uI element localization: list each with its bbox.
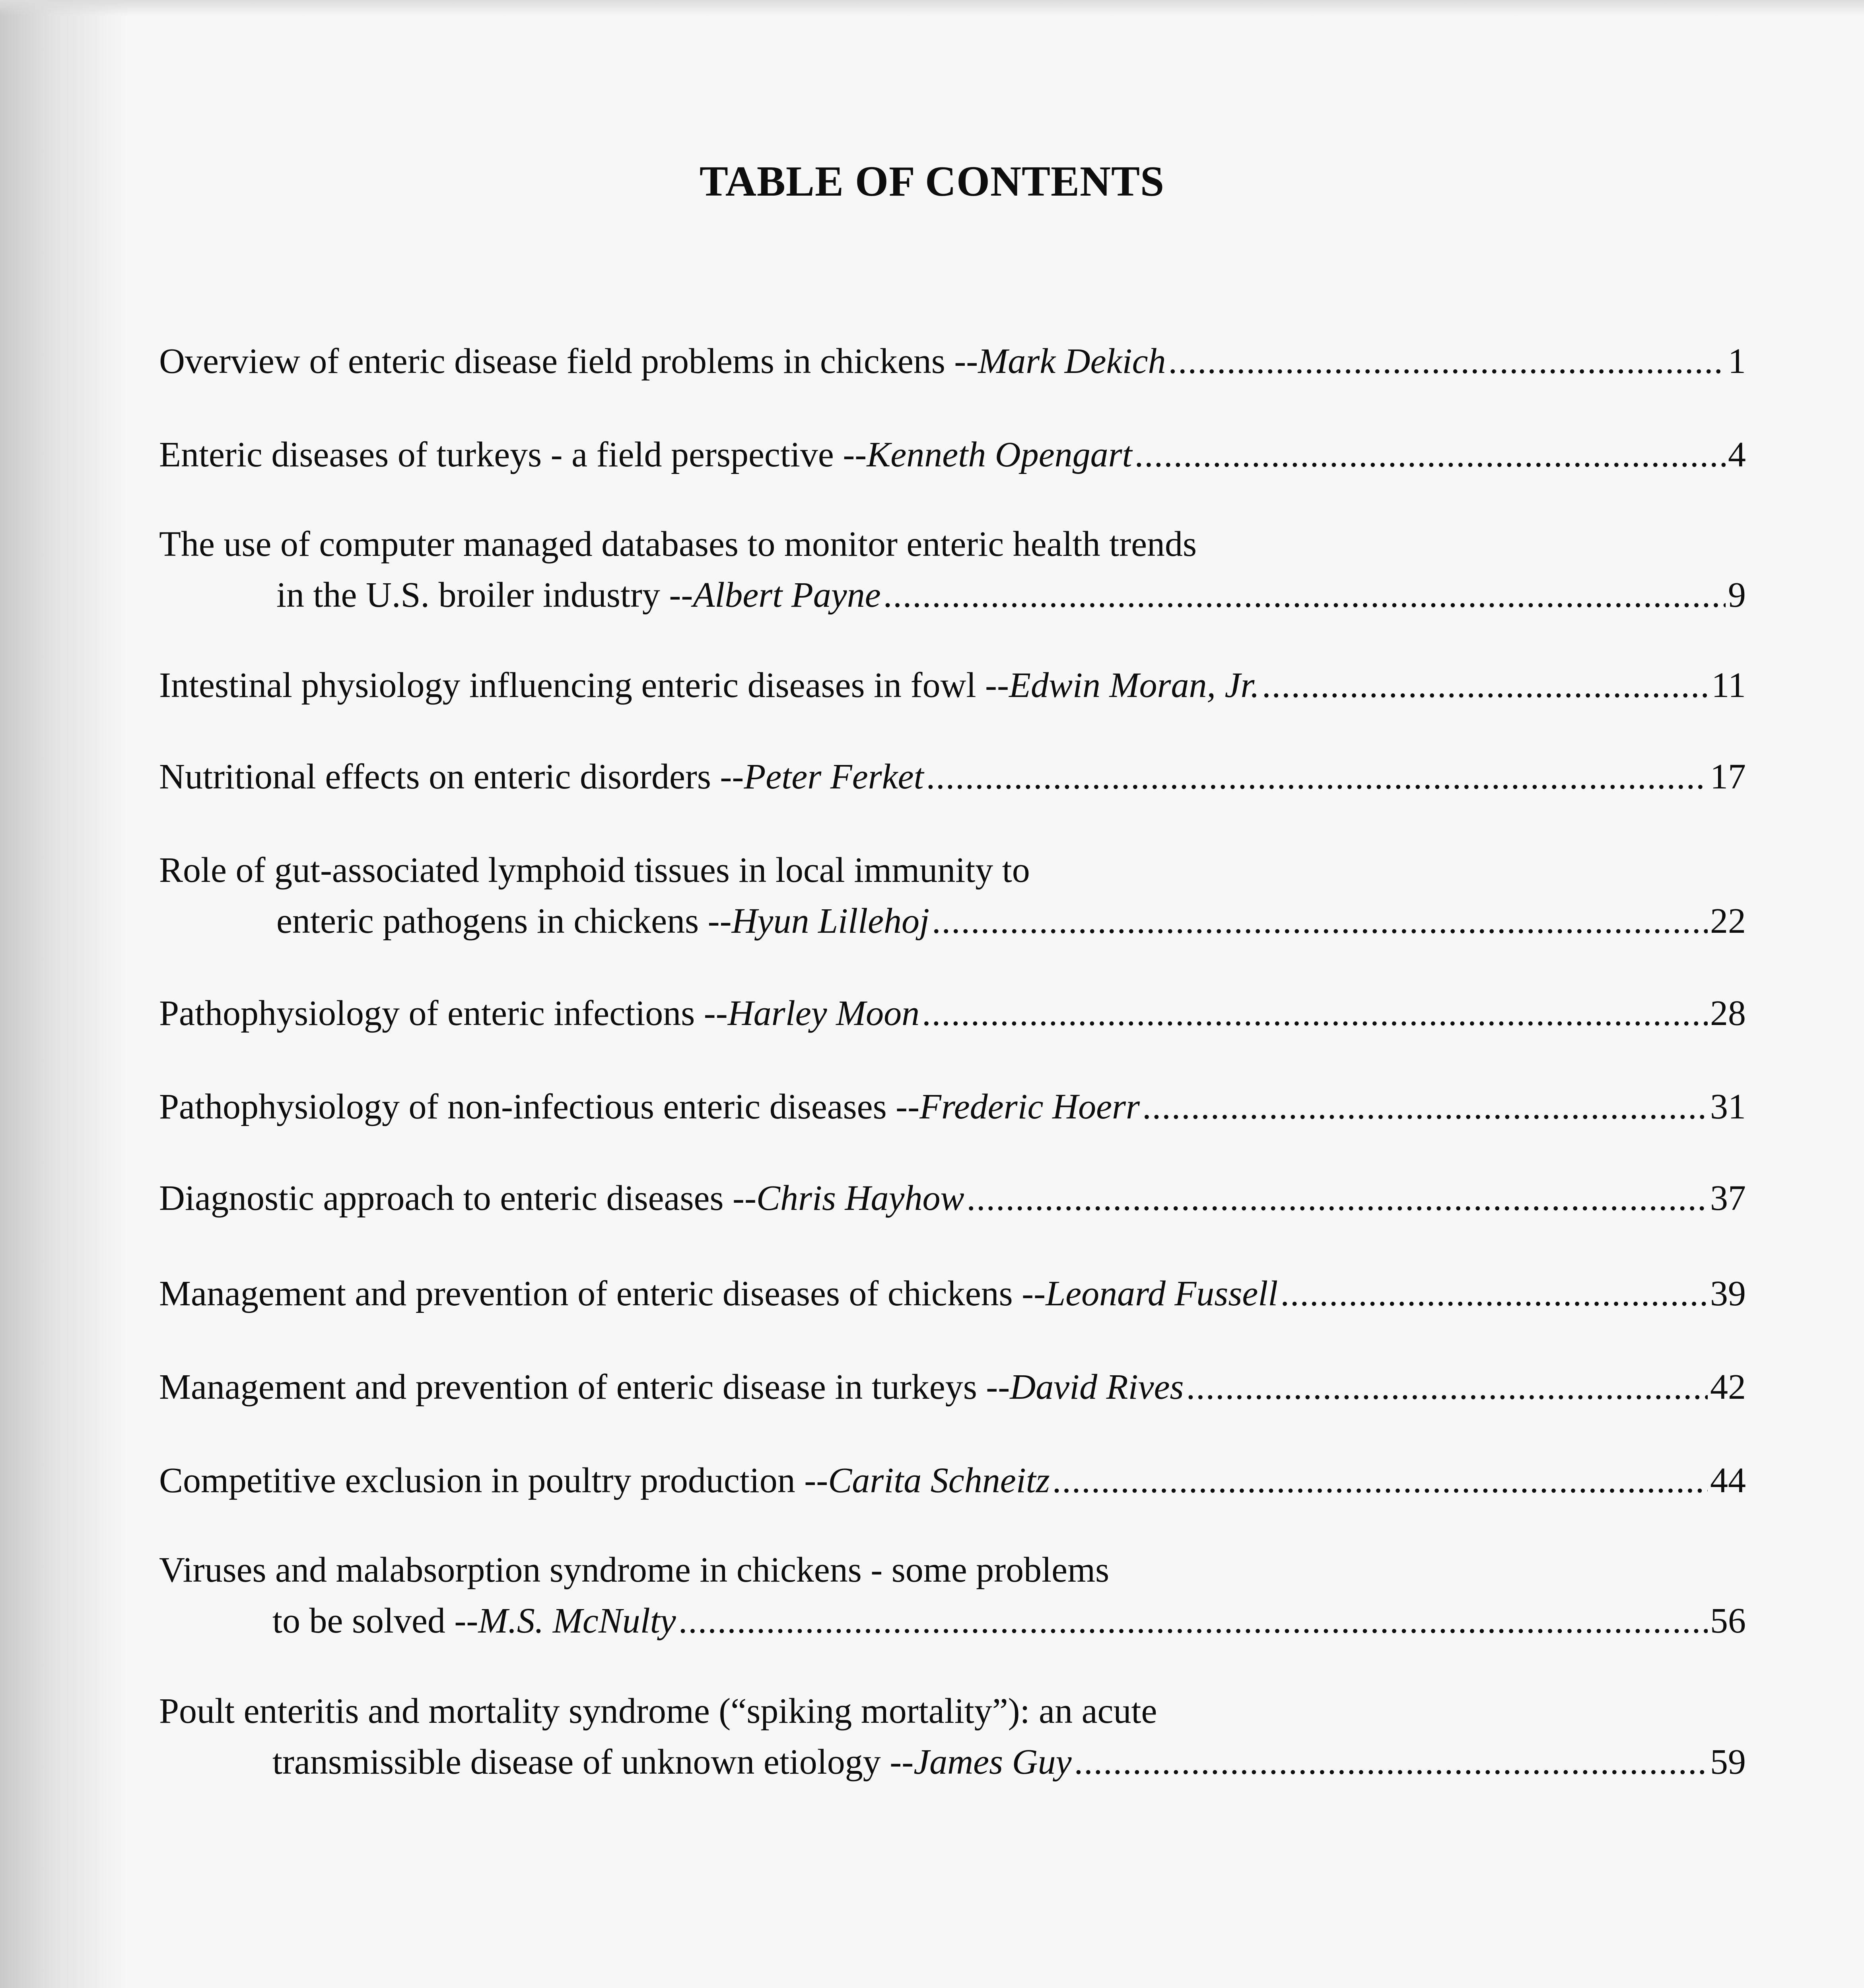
- toc-entry-title: Management and prevention of enteric diseases of chickens --: [159, 1274, 1046, 1313]
- toc-entry-title: Overview of enteric disease field problems in chickens --: [159, 342, 978, 381]
- toc-entry-title: Enteric diseases of turkeys - a field perspective --: [159, 435, 867, 474]
- toc-entry-page: 56: [1710, 1601, 1746, 1640]
- toc-line: [159, 753, 1746, 800]
- toc-entry-title: enteric pathogens in chickens --: [276, 901, 732, 941]
- toc-entry-title: Pathophysiology of enteric infections --: [159, 994, 728, 1033]
- dot-leader: [883, 572, 1726, 619]
- toc-entry-author: Frederic Hoerr: [919, 1087, 1140, 1126]
- toc-entry-page: 44: [1710, 1461, 1746, 1500]
- toc-line: [159, 1083, 1746, 1130]
- toc-entry-title: Pathophysiology of non-infectious enteric diseases --: [159, 1087, 920, 1126]
- toc-entry: [159, 1364, 1746, 1411]
- dot-leader: [1074, 1739, 1708, 1786]
- toc-entry-page: 37: [1710, 1178, 1746, 1218]
- dot-leader: [1262, 662, 1709, 709]
- dot-leader: [1280, 1270, 1708, 1317]
- toc-entry: [159, 990, 1746, 1037]
- toc-entry-page: 39: [1710, 1274, 1746, 1313]
- toc-entry-author: M.S. McNulty: [478, 1601, 676, 1640]
- toc-entry: [159, 753, 1746, 800]
- toc-line: [159, 338, 1746, 385]
- toc-entry: [159, 662, 1746, 709]
- toc-entry-author: Harley Moon: [727, 994, 920, 1033]
- toc-entry-title-line1: Poult enteritis and mortality syndrome (“spiking mortality”): an acute: [159, 1691, 1157, 1731]
- dot-leader: [1168, 338, 1726, 385]
- toc-entry-title-line1: Role of gut-associated lymphoid tissues in local immunity to: [159, 850, 1030, 890]
- toc-entry-title: in the U.S. broiler industry --: [276, 575, 693, 615]
- dot-leader: [966, 1175, 1708, 1222]
- binding-shadow: [0, 0, 127, 1988]
- toc-line: [159, 1598, 1746, 1644]
- toc-line: [159, 990, 1746, 1037]
- toc-entry-page: 22: [1710, 901, 1746, 941]
- toc-entry-page: 42: [1710, 1367, 1746, 1407]
- toc-entry-page: 9: [1728, 575, 1746, 615]
- toc-entry: [159, 1175, 1746, 1222]
- toc-entry: [159, 1457, 1746, 1504]
- toc-entry-page: 1: [1728, 342, 1746, 381]
- dot-leader: [1186, 1364, 1708, 1411]
- page-top-edge: [0, 0, 1864, 16]
- toc-line: [159, 1457, 1746, 1504]
- toc-entry-title: to be solved --: [272, 1601, 478, 1640]
- toc-line: [159, 1364, 1746, 1411]
- toc-entry: [159, 847, 1746, 945]
- toc-entry: [159, 1547, 1746, 1644]
- toc-line: [159, 662, 1746, 709]
- toc-entry: [159, 1083, 1746, 1130]
- toc-entry-title-line1: Viruses and malabsorption syndrome in chickens - some problems: [159, 1550, 1110, 1590]
- toc-entry: [159, 1688, 1746, 1786]
- toc-entry-page: 4: [1728, 435, 1746, 474]
- toc-entry: [159, 338, 1746, 385]
- toc-entry-page: 28: [1710, 994, 1746, 1033]
- toc-line: [159, 1270, 1746, 1317]
- toc-entry-author: Mark Dekich: [978, 342, 1166, 381]
- toc-entry-author: Chris Hayhow: [756, 1178, 964, 1218]
- toc-entry-title: Intestinal physiology influencing enteric diseases in fowl --: [159, 666, 1009, 705]
- dot-leader: [926, 753, 1708, 800]
- toc-entry-title: Nutritional effects on enteric disorders --: [159, 757, 744, 796]
- toc-entry-page: 11: [1711, 666, 1746, 705]
- toc-entry-author: Hyun Lillehoj: [731, 901, 930, 941]
- toc-entry-author: David Rives: [1010, 1367, 1184, 1407]
- dot-leader: [1135, 431, 1726, 478]
- dot-leader: [1142, 1083, 1708, 1130]
- toc-entry-title: Management and prevention of enteric disease in turkeys --: [159, 1367, 1010, 1407]
- toc-entry-author: James Guy: [914, 1742, 1072, 1782]
- dot-leader: [922, 990, 1708, 1037]
- dot-leader: [932, 898, 1708, 945]
- page-title: TABLE OF CONTENTS: [699, 158, 1165, 205]
- toc-line: [159, 572, 1746, 619]
- toc-entry-title: Diagnostic approach to enteric diseases --: [159, 1178, 756, 1218]
- toc-line: [159, 1739, 1746, 1786]
- dot-leader: [678, 1598, 1708, 1644]
- toc-line: [159, 431, 1746, 478]
- toc-entry-title: Competitive exclusion in poultry production --: [159, 1461, 828, 1500]
- toc-line: [159, 898, 1746, 945]
- toc-entry-author: Albert Payne: [693, 575, 881, 615]
- toc-entry-page: 31: [1710, 1087, 1746, 1126]
- toc-entry-title: transmissible disease of unknown etiology --: [272, 1742, 914, 1782]
- toc-entry: [159, 521, 1746, 619]
- toc-entry: [159, 1270, 1746, 1317]
- toc-entry-author: Edwin Moran, Jr.: [1009, 666, 1260, 705]
- toc-line: [159, 1175, 1746, 1222]
- toc-entry: [159, 431, 1746, 478]
- toc-entry-page: 59: [1710, 1742, 1746, 1782]
- toc-entry-author: Kenneth Opengart: [867, 435, 1132, 474]
- dot-leader: [1052, 1457, 1708, 1504]
- toc-entry-author: Peter Ferket: [744, 757, 924, 796]
- toc-entry-author: Leonard Fussell: [1046, 1274, 1278, 1313]
- toc-entry-author: Carita Schneitz: [828, 1461, 1050, 1500]
- toc-entry-title-line1: The use of computer managed databases to monitor enteric health trends: [159, 524, 1197, 564]
- toc-entry-page: 17: [1710, 757, 1746, 796]
